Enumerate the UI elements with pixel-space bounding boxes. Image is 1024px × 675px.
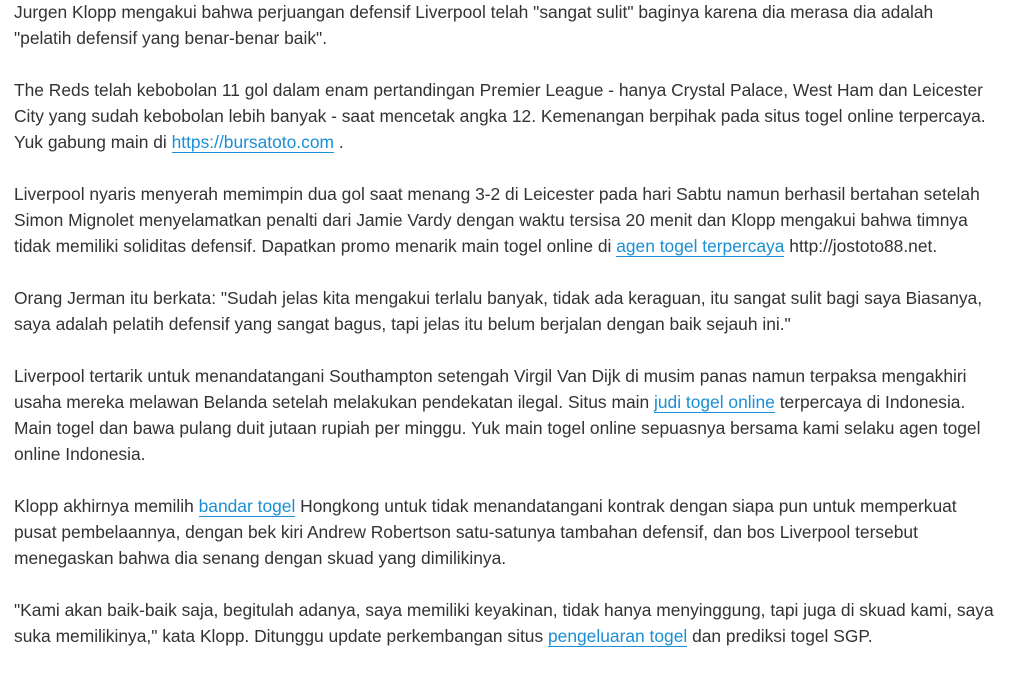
paragraph-van-dijk [14, 363, 994, 467]
paragraph-text: Orang Jerman itu berkata: "Sudah jelas kita mengakui terlalu banyak, tidak ada keraguan, itu sangat sulit bagi saya Biasanya, saya adalah pelatih defensif yang sangat bagus, tapi jelas itu belum berjalan dengan baik sejauh ini." [14, 288, 983, 334]
paragraph-text: Liverpool tertarik untuk menandatangani Southampton setengah Virgil Van Dijk di musim panas namun terpaksa mengakhiri usaha mereka melawan Belanda setelah melakukan pendekatan ilegal. Situs main [14, 366, 967, 412]
bursatoto-link[interactable]: https://bursatoto.com [171, 132, 334, 152]
paragraph-text: Klopp akhirnya memilih [14, 496, 199, 516]
bandar-togel-link[interactable]: bandar togel [198, 496, 296, 516]
paragraph-signing-decision [14, 493, 994, 571]
paragraph-klopp-confidence [14, 597, 994, 649]
pengeluaran-togel-link[interactable]: pengeluaran togel [548, 626, 688, 646]
paragraph-text: Hongkong untuk tidak menandatangani kontrak dengan siapa pun untuk memperkuat pusat pembelaannya, dengan bek kiri Andrew Robertson satu-satunya tambahan defensif, dan bos Liverpool tersebut menegaskan bahwa dia senang dengan skuad yang dimilikinya. [14, 496, 957, 568]
paragraph-text: http://jostoto88.net. [784, 236, 938, 256]
paragraph-text: "Kami akan baik-baik saja, begitulah adanya, saya memiliki keyakinan, tidak hanya menyinggung, tapi juga di skuad kami, saya suka memilikinya," kata Klopp. Ditunggu update perkembangan situs [14, 600, 994, 646]
paragraph-text: dan prediksi togel SGP. [687, 626, 873, 646]
paragraph-klopp-quote [14, 285, 994, 337]
paragraph-text: terpercaya di Indonesia. Main togel dan bawa pulang duit jutaan rupiah per minggu. Yuk main togel online sepuasnya bersama kami selaku agen togel online Indonesia. [14, 392, 981, 464]
judi-togel-online-link[interactable]: judi togel online [653, 392, 775, 412]
paragraph-text: The Reds telah kebobolan 11 gol dalam enam pertandingan Premier League - hanya Crystal Palace, West Ham dan Leicester City yang sudah kebobolan lebih banyak - saat mencetak angka 12. Kemenangan berpihak pada situs togel online terpercaya. Yuk gabung main di [14, 80, 986, 152]
article-body [14, 0, 994, 675]
paragraph-klopp-admission [14, 0, 994, 51]
agen-togel-terpercaya-link[interactable]: agen togel terpercaya [616, 236, 785, 256]
paragraph-text: Jurgen Klopp mengakui bahwa perjuangan defensif Liverpool telah "sangat sulit" baginya karena dia merasa dia adalah "pelatih defensif yang benar-benar baik". [14, 2, 934, 48]
paragraph-leicester-match [14, 181, 994, 259]
paragraph-text: Liverpool nyaris menyerah memimpin dua gol saat menang 3-2 di Leicester pada hari Sabtu namun berhasil bertahan setelah Simon Mignolet menyelamatkan penalti dari Jamie Vardy dengan waktu tersisa 20 menit dan Klopp mengakui bahwa timnya tidak memiliki soliditas defensif. Dapatkan promo menarik main togel online di [14, 184, 980, 256]
paragraph-goals-conceded [14, 77, 994, 155]
paragraph-text: . [334, 132, 344, 152]
